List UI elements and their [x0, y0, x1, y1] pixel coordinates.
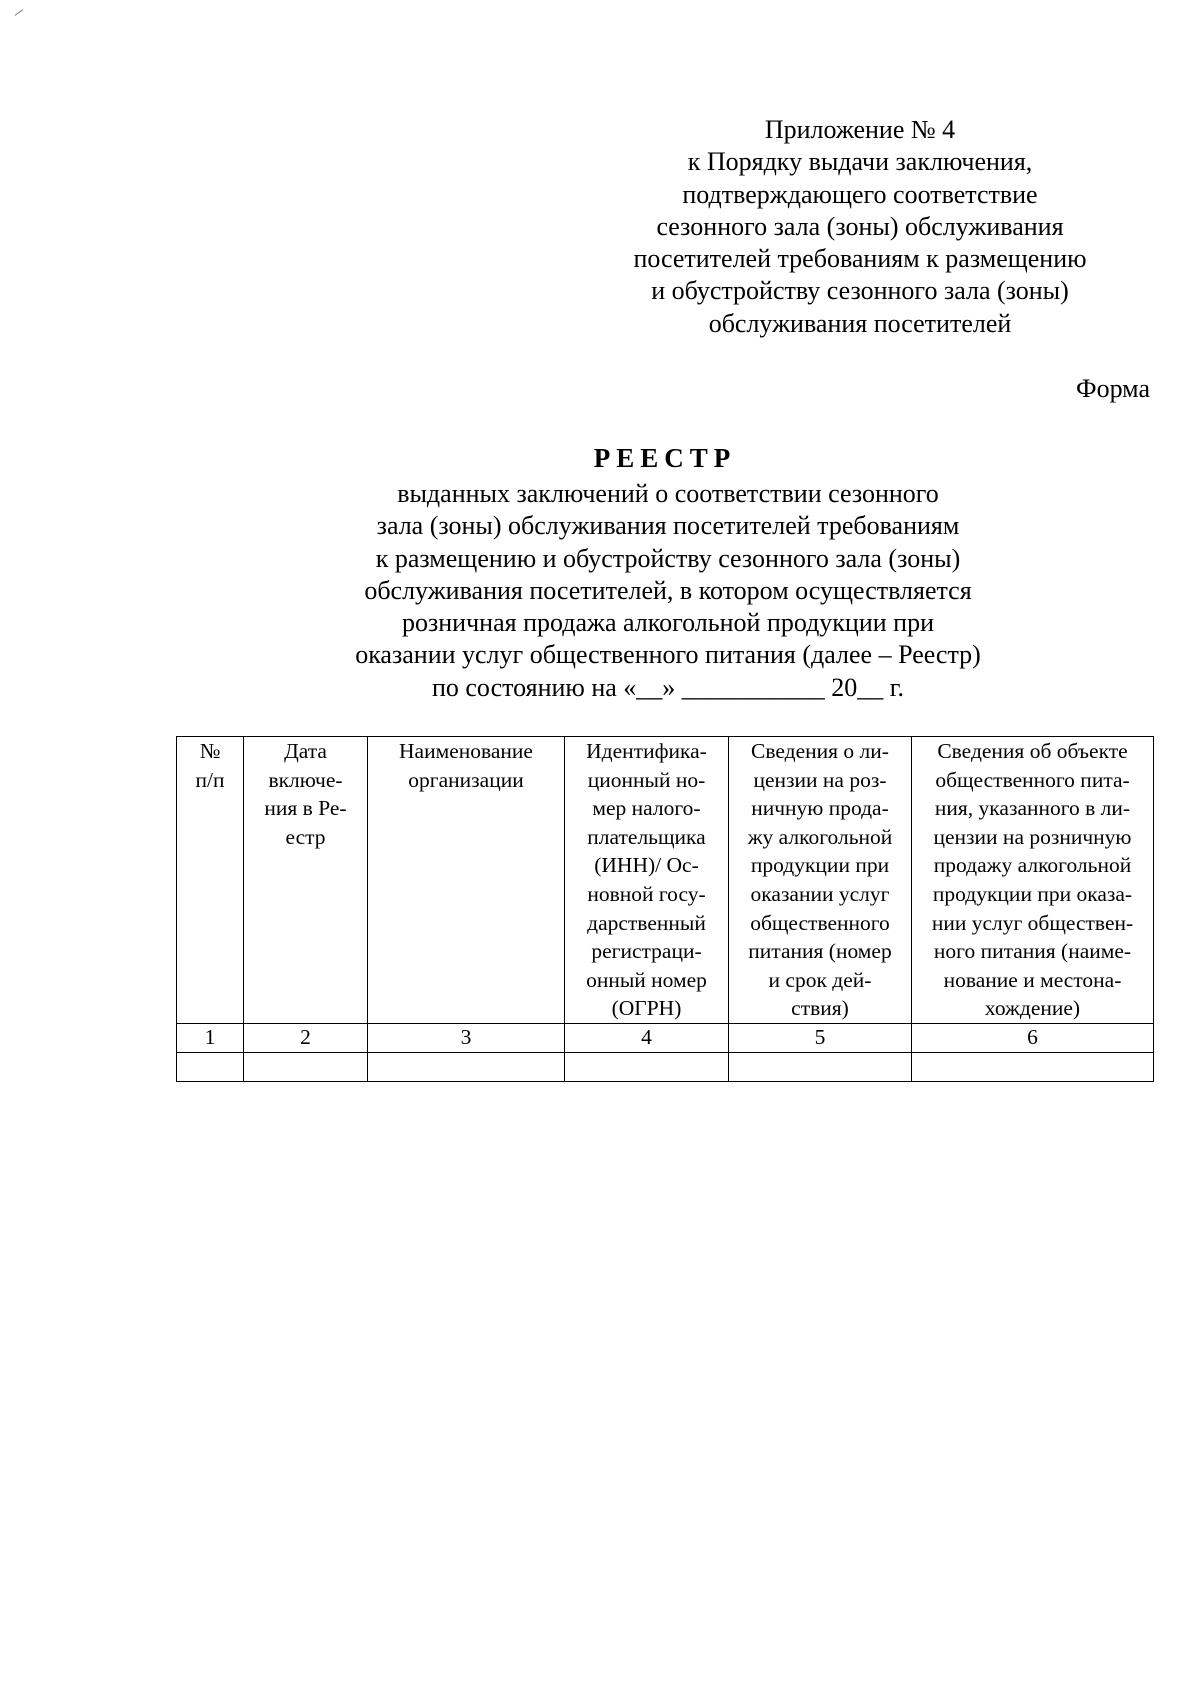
header-text-line: №	[199, 739, 221, 763]
header-text-line: продажу алкогольной	[933, 853, 1132, 878]
registry-line: выданных заключений о соответствии сезонного	[397, 479, 939, 508]
header-text-line: нование и местона-	[943, 967, 1122, 992]
appendix-line: посетителей требованиям к размещению	[633, 244, 1087, 274]
header-text-line: п/п	[195, 767, 225, 792]
header-text-line: ствия)	[791, 996, 849, 1021]
column-header	[244, 737, 368, 1024]
header-text-line: Дата	[284, 739, 327, 763]
table-header-row	[177, 737, 1154, 1024]
registry-description	[0, 478, 1200, 704]
appendix-line: сезонного зала (зоны) обслуживания	[656, 211, 1064, 241]
form-label: Форма	[1076, 374, 1150, 403]
header-text-line: Сведения об объекте	[937, 739, 1128, 763]
header-text-line: Сведения о ли-	[751, 739, 889, 763]
header-text-line: естр	[285, 824, 326, 849]
registry-line: зала (зоны) обслуживания посетителей требованиям	[376, 511, 960, 541]
column-number-cell: 6	[912, 1023, 1154, 1052]
column-header	[177, 737, 244, 1024]
header-text-line: и срок дей-	[768, 967, 872, 992]
header-text-line: дарственный	[587, 910, 706, 935]
table-cell	[368, 1052, 565, 1081]
header-text-line: общественного пита-	[935, 767, 1130, 792]
table-cell	[177, 1052, 244, 1081]
header-text-line: питания (номер	[748, 939, 892, 964]
column-header	[368, 737, 565, 1024]
registry-line: к размещению и обустройству сезонного зала (зоны)	[375, 543, 961, 573]
column-number-row	[177, 1023, 1154, 1052]
header-text-line: оказании услуг	[750, 881, 890, 906]
header-text-line: хождение)	[984, 996, 1081, 1021]
appendix-line: к Порядку выдачи заключения,	[687, 147, 1033, 177]
header-text-line: регистраци-	[591, 939, 702, 964]
column-header	[729, 737, 912, 1024]
table-cell	[244, 1052, 368, 1081]
scan-artifact	[15, 9, 24, 16]
header-text-line: онный номер	[586, 967, 707, 992]
table-cell	[729, 1052, 912, 1081]
header-text-line: Наименование	[399, 739, 533, 763]
table-cell	[912, 1052, 1154, 1081]
registry-table	[176, 736, 1154, 1082]
column-number-cell: 5	[729, 1023, 912, 1052]
header-text-line: ния в Ре-	[264, 796, 347, 821]
header-text-line: продукции при	[750, 853, 890, 878]
header-text-line: новной госу-	[587, 881, 706, 906]
header-text-line: нии услуг обществен-	[931, 910, 1134, 935]
column-number-cell: 2	[244, 1023, 368, 1052]
column-number-cell: 4	[565, 1023, 729, 1052]
registry-date-line: по состоянию на «__» ___________ 20__ г.	[431, 672, 905, 702]
header-text-line: включе-	[268, 767, 343, 792]
header-text-line: ния, указанного в ли-	[934, 796, 1131, 821]
header-text-line: жу алкогольной	[747, 824, 893, 849]
registry-line: розничная продажа алкогольной продукции при	[401, 608, 934, 638]
header-text-line: мер налого-	[592, 796, 701, 821]
header-text-line: плательщика	[587, 824, 706, 849]
registry-line: оказании услуг общественного питания (далее – Реестр)	[355, 640, 981, 670]
header-text-line: общественного	[750, 910, 890, 935]
appendix-heading	[590, 114, 1130, 340]
header-text-line: (ИНН)/ Ос-	[594, 853, 699, 878]
appendix-line: и обустройству сезонного зала (зоны)	[651, 276, 1069, 306]
column-header	[565, 737, 729, 1024]
column-number-cell: 3	[368, 1023, 565, 1052]
appendix-line: подтверждающего соответствие	[682, 179, 1038, 209]
header-text-line: (ОГРН)	[611, 996, 682, 1021]
registry-line: обслуживания посетителей, в котором осуществляется	[364, 575, 972, 605]
header-text-line: ничную прода-	[751, 796, 889, 821]
table-row	[177, 1052, 1154, 1081]
header-text-line: организации	[408, 767, 524, 792]
header-text-line: ного питания (наиме-	[933, 939, 1132, 964]
registry-title: РЕЕСТР	[593, 443, 737, 473]
header-text-line: ционный но-	[587, 767, 706, 792]
header-text-line: Идентифика-	[586, 739, 707, 763]
table-cell	[565, 1052, 729, 1081]
appendix-line: Приложение № 4	[764, 115, 956, 144]
header-text-line: цензии на роз-	[753, 767, 887, 792]
header-text-line: цензии на розничную	[933, 824, 1132, 849]
appendix-line: обслуживания посетителей	[708, 308, 1012, 338]
header-text-line: продукции при оказа-	[932, 881, 1133, 906]
column-header	[912, 737, 1154, 1024]
column-number-cell: 1	[177, 1023, 244, 1052]
